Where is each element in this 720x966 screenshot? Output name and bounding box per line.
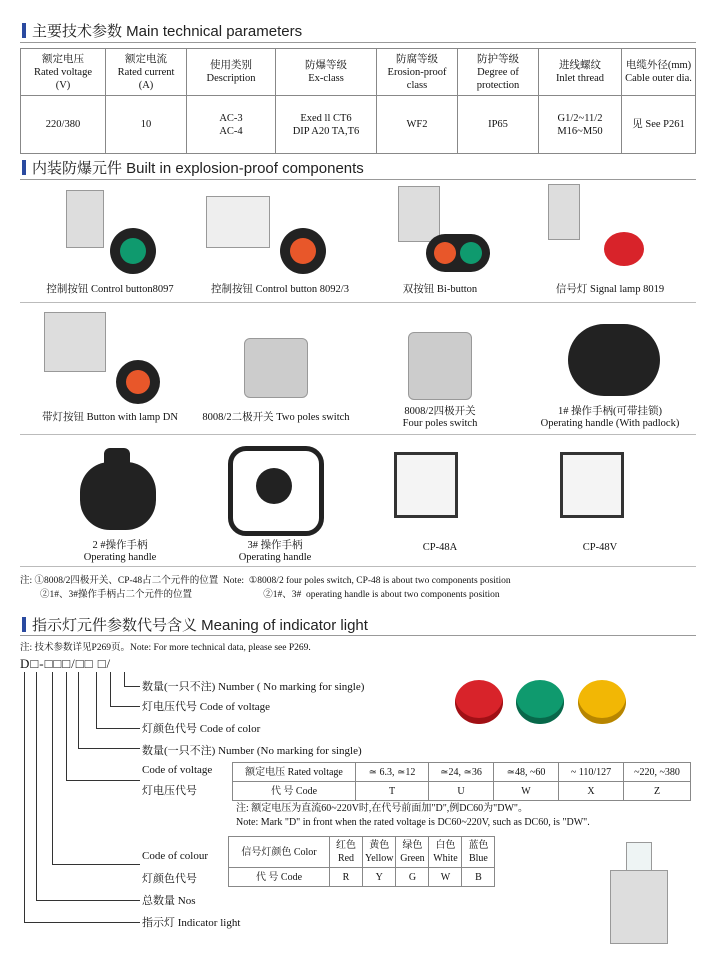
leader-line xyxy=(96,728,140,729)
note-line-2: ②1#、3#操作手柄占二个元件的位置 ②1#、3# operating handle is about two components position xyxy=(40,590,500,600)
leader-line xyxy=(36,672,37,900)
divider xyxy=(20,42,696,43)
product-image-signal-lamp-8019 xyxy=(540,184,670,276)
product-caption: CP-48A xyxy=(422,542,458,553)
product-image-handle-1 xyxy=(560,320,670,400)
divider xyxy=(20,179,696,180)
voltage-value: ~220, ~380 xyxy=(624,763,691,782)
color-name: 红色 Red xyxy=(330,837,363,868)
product-image-four-poles-switch xyxy=(404,316,474,400)
voltage-code: Z xyxy=(624,782,691,801)
spec-header: 电缆外径(mm) Cable outer dia. xyxy=(622,49,696,96)
product-image-control-button-8097 xyxy=(58,190,188,280)
leader-line xyxy=(66,672,67,780)
spec-table xyxy=(20,48,696,154)
spec-cell: WF2 xyxy=(377,96,458,154)
leader-line xyxy=(124,672,125,686)
spec-header: 进线螺纹 Inlet thread xyxy=(539,49,622,96)
voltage-code: X xyxy=(559,782,624,801)
leader-line xyxy=(36,900,140,901)
red-lamp-image xyxy=(455,680,503,724)
color-name: 蓝色 Blue xyxy=(462,837,495,868)
leader-line xyxy=(66,780,140,781)
product-image-control-button-8092 xyxy=(206,190,336,280)
spec-header: 额定电压 Rated voltage (V) xyxy=(21,49,106,96)
code-label: 灯颜色代号 xyxy=(142,873,197,885)
voltage-note-en: Note: Mark "D" in front when the rated voltage is DC60~220V, such as DC60, is "DW". xyxy=(236,817,590,828)
leader-line xyxy=(110,706,140,707)
product-caption: 1# 操作手柄(可带挂锁) Operating handle (With padlock) xyxy=(540,406,680,429)
product-caption: 控制按钮 Control button8097 xyxy=(46,284,174,295)
green-lamp-image xyxy=(516,680,564,724)
voltage-header: 额定电压 Rated voltage xyxy=(233,763,356,782)
product-caption: 双按钮 Bi-button xyxy=(402,284,478,295)
spec-header: 使用类别 Description xyxy=(187,49,276,96)
code-label: 灯颜色代号 Code of color xyxy=(142,723,261,735)
spec-header: 防腐等级 Erosion-proof class xyxy=(377,49,458,96)
code-label: 数量(一只不注) Number (No marking for single) xyxy=(142,745,362,757)
leader-line xyxy=(24,922,140,923)
product-image-handle-3 xyxy=(222,438,322,534)
voltage-value: ≃ 6.3, ≃12 xyxy=(356,763,429,782)
spec-cell: Exed ll CT6 DIP A20 TA,T6 xyxy=(276,96,377,154)
color-code: B xyxy=(462,868,495,887)
color-name: 白色 White xyxy=(429,837,462,868)
voltage-code: T xyxy=(356,782,429,801)
leader-line xyxy=(110,672,111,706)
product-caption: CP-48V xyxy=(582,542,618,553)
code-label: 灯电压代号 xyxy=(142,785,197,797)
product-caption: 8008/2四极开关 Four poles switch xyxy=(402,406,478,429)
code-label: Code of voltage xyxy=(142,764,213,776)
product-image-cp-48a xyxy=(394,452,464,526)
code-pattern: D□-□□□/□□ □/ xyxy=(20,656,112,671)
product-image-cp-48v xyxy=(560,452,634,526)
product-image-handle-2 xyxy=(80,442,160,532)
code-label: 数量(一只不注) Number ( No marking for single) xyxy=(142,681,365,693)
voltage-code: U xyxy=(429,782,494,801)
leader-line xyxy=(52,864,140,865)
product-caption: 3# 操作手柄 Operating handle xyxy=(238,540,312,563)
voltage-value: ≃48, ~60 xyxy=(494,763,559,782)
product-caption: 控制按钮 Control button 8092/3 xyxy=(211,284,349,295)
indicator-module-image xyxy=(600,842,680,952)
leader-line xyxy=(78,748,140,749)
divider xyxy=(20,566,696,567)
divider xyxy=(20,302,696,303)
color-code-label: 代 号 Code xyxy=(229,868,330,887)
code-label: 指示灯 Indicator light xyxy=(142,917,241,929)
color-name: 绿色 Green xyxy=(396,837,429,868)
leader-line xyxy=(124,686,140,687)
spec-cell: IP65 xyxy=(458,96,539,154)
color-name: 黄色 Yellow xyxy=(363,837,396,868)
voltage-code-label: 代 号 Code xyxy=(233,782,356,801)
spec-header: 防爆等级 Ex-class xyxy=(276,49,377,96)
section-title-main-params: 主要技术参数 Main technical parameters xyxy=(22,20,302,41)
product-caption: 2 #操作手柄 Operating handle xyxy=(83,540,157,563)
product-caption: 8008/2二极开关 Two poles switch xyxy=(202,412,350,423)
spec-cell: 见 See P261 xyxy=(622,96,696,154)
product-image-bi-button xyxy=(390,186,500,278)
product-caption: 信号灯 Signal lamp 8019 xyxy=(555,284,665,295)
product-image-button-with-lamp xyxy=(44,312,174,406)
voltage-value: ~ 110/127 xyxy=(559,763,624,782)
color-code: G xyxy=(396,868,429,887)
spec-header: 额定电流 Rated current (A) xyxy=(106,49,187,96)
code-label: 灯电压代号 Code of voltage xyxy=(142,701,271,713)
voltage-code: W xyxy=(494,782,559,801)
color-code-table xyxy=(228,836,495,887)
spec-cell: 220/380 xyxy=(21,96,106,154)
color-code: Y xyxy=(363,868,396,887)
leader-line xyxy=(78,672,79,748)
spec-header-row xyxy=(21,49,696,96)
product-caption: 带灯按钮 Button with lamp DN xyxy=(42,412,178,423)
leader-line xyxy=(24,672,25,922)
spec-cell: 10 xyxy=(106,96,187,154)
code-label: 总数量 Nos xyxy=(142,895,196,907)
divider xyxy=(20,434,696,435)
code-note: 注: 技术参数详见P269页。Note: For more technical data, please see P269. xyxy=(20,643,311,653)
note-line-1: 注: ①8008/2四极开关、CP-48占二个元件的位置 Note: ①8008/2 four poles switch, CP-48 is about two components position xyxy=(20,576,511,586)
spec-cell: G1/2~11/2 M16~M50 xyxy=(539,96,622,154)
yellow-lamp-image xyxy=(578,680,626,724)
leader-line xyxy=(52,672,53,864)
color-code: R xyxy=(330,868,363,887)
color-header: 信号灯颜色 Color xyxy=(229,837,330,868)
section-title-components: 内装防爆元件 Built in explosion-proof components xyxy=(22,157,364,178)
voltage-note-cn: 注: 额定电压为直流60~220V时,在代号前面加"D",例DC60为"DW"。 xyxy=(236,803,529,814)
spec-value-row xyxy=(21,96,696,154)
spec-cell: AC-3 AC-4 xyxy=(187,96,276,154)
color-code: W xyxy=(429,868,462,887)
section-title-indicator: 指示灯元件参数代号含义 Meaning of indicator light xyxy=(22,614,368,635)
product-image-two-poles-switch xyxy=(240,318,310,398)
leader-line xyxy=(96,672,97,728)
spec-header: 防护等级 Degree of protection xyxy=(458,49,539,96)
voltage-value: ≃24, ≃36 xyxy=(429,763,494,782)
code-label: Code of colour xyxy=(142,850,208,862)
divider xyxy=(20,635,696,636)
voltage-code-table xyxy=(232,762,691,801)
